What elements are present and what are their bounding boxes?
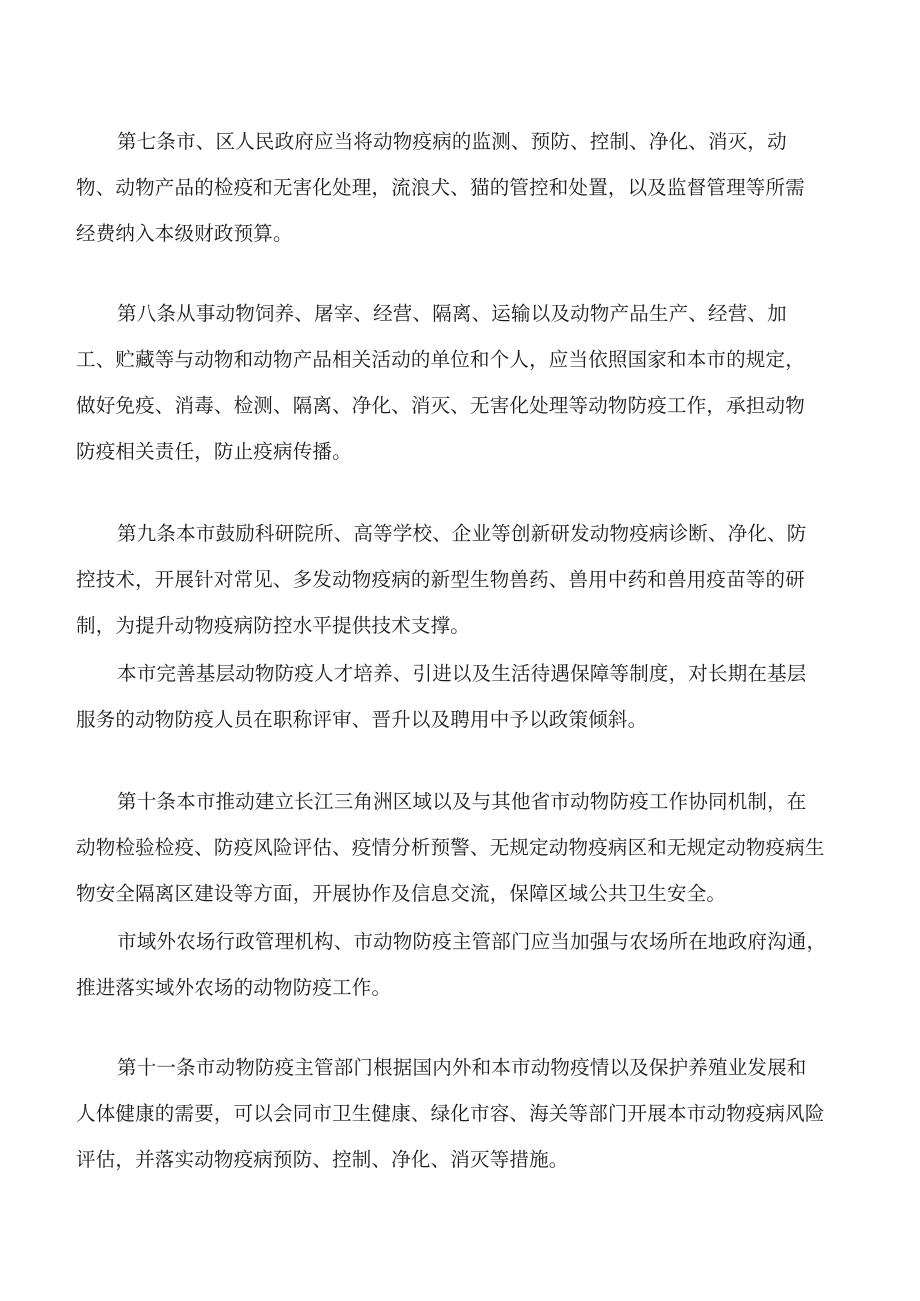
text-line: 制，为提升动物疫病防控水平提供技术支撑。 [76, 614, 471, 637]
article-9 [76, 518, 836, 641]
text-line: 本市完善基层动物防疫人才培养、引进以及生活待遇保障等制度，对长期在基层 [117, 662, 807, 685]
text-line: 推进落实域外农场的动物防疫工作。 [76, 976, 392, 999]
text-line: 第十条本市推动建立长江三角洲区域以及与其他省市动物防疫工作协同机制，在 [117, 790, 807, 813]
article-9-paragraph-2 [76, 658, 836, 735]
text-line: 人体健康的需要，可以会同市卫生健康、绿化市容、海关等部门开展本市动物疫病风险 [76, 1102, 825, 1125]
article-11 [76, 1052, 836, 1175]
text-line: 工、贮藏等与动物和动物产品相关活动的单位和个人，应当依照国家和本市的规定， [76, 348, 805, 371]
text-line: 做好免疫、消毒、检测、隔离、净化、消灭、无害化处理等动物防疫工作，承担动物 [76, 394, 805, 417]
text-line: 第七条市、区人民政府应当将动物疫病的监测、预防、控制、净化、消灭，动 [117, 130, 787, 153]
text-line: 第十一条市动物防疫主管部门根据国内外和本市动物疫情以及保护养殖业发展和 [117, 1056, 807, 1079]
text-line: 经费纳入本级财政预算。 [76, 222, 293, 245]
text-line: 服务的动物防疫人员在职称评审、晋升以及聘用中予以政策倾斜。 [76, 708, 648, 731]
article-10-paragraph-2 [76, 926, 836, 1003]
text-line: 物、动物产品的检疫和无害化处理，流浪犬、猫的管控和处置，以及监督管理等所需 [76, 176, 805, 199]
text-line: 评估，并落实动物疫病预防、控制、净化、消灭等措施。 [76, 1148, 569, 1171]
text-line: 第八条从事动物饲养、屠宰、经营、隔离、运输以及动物产品生产、经营、加 [117, 302, 787, 325]
text-line: 动物检验检疫、防疫风险评估、疫情分析预警、无规定动物疫病区和无规定动物疫病生 [76, 836, 825, 859]
article-7 [76, 126, 836, 249]
text-line: 第九条本市鼓励科研院所、高等学校、企业等创新研发动物疫病诊断、净化、防 [117, 522, 807, 545]
text-line: 控技术，开展针对常见、多发动物疫病的新型生物兽药、兽用中药和兽用疫苗等的研 [76, 568, 805, 591]
article-10 [76, 786, 836, 909]
text-line: 防疫相关责任，防止疫病传播。 [76, 440, 352, 463]
text-line: 物安全隔离区建设等方面，开展协作及信息交流，保障区域公共卫生安全。 [76, 882, 727, 905]
article-8 [76, 298, 836, 467]
text-line: 市域外农场行政管理机构、市动物防疫主管部门应当加强与农场所在地政府沟通， [117, 930, 827, 953]
